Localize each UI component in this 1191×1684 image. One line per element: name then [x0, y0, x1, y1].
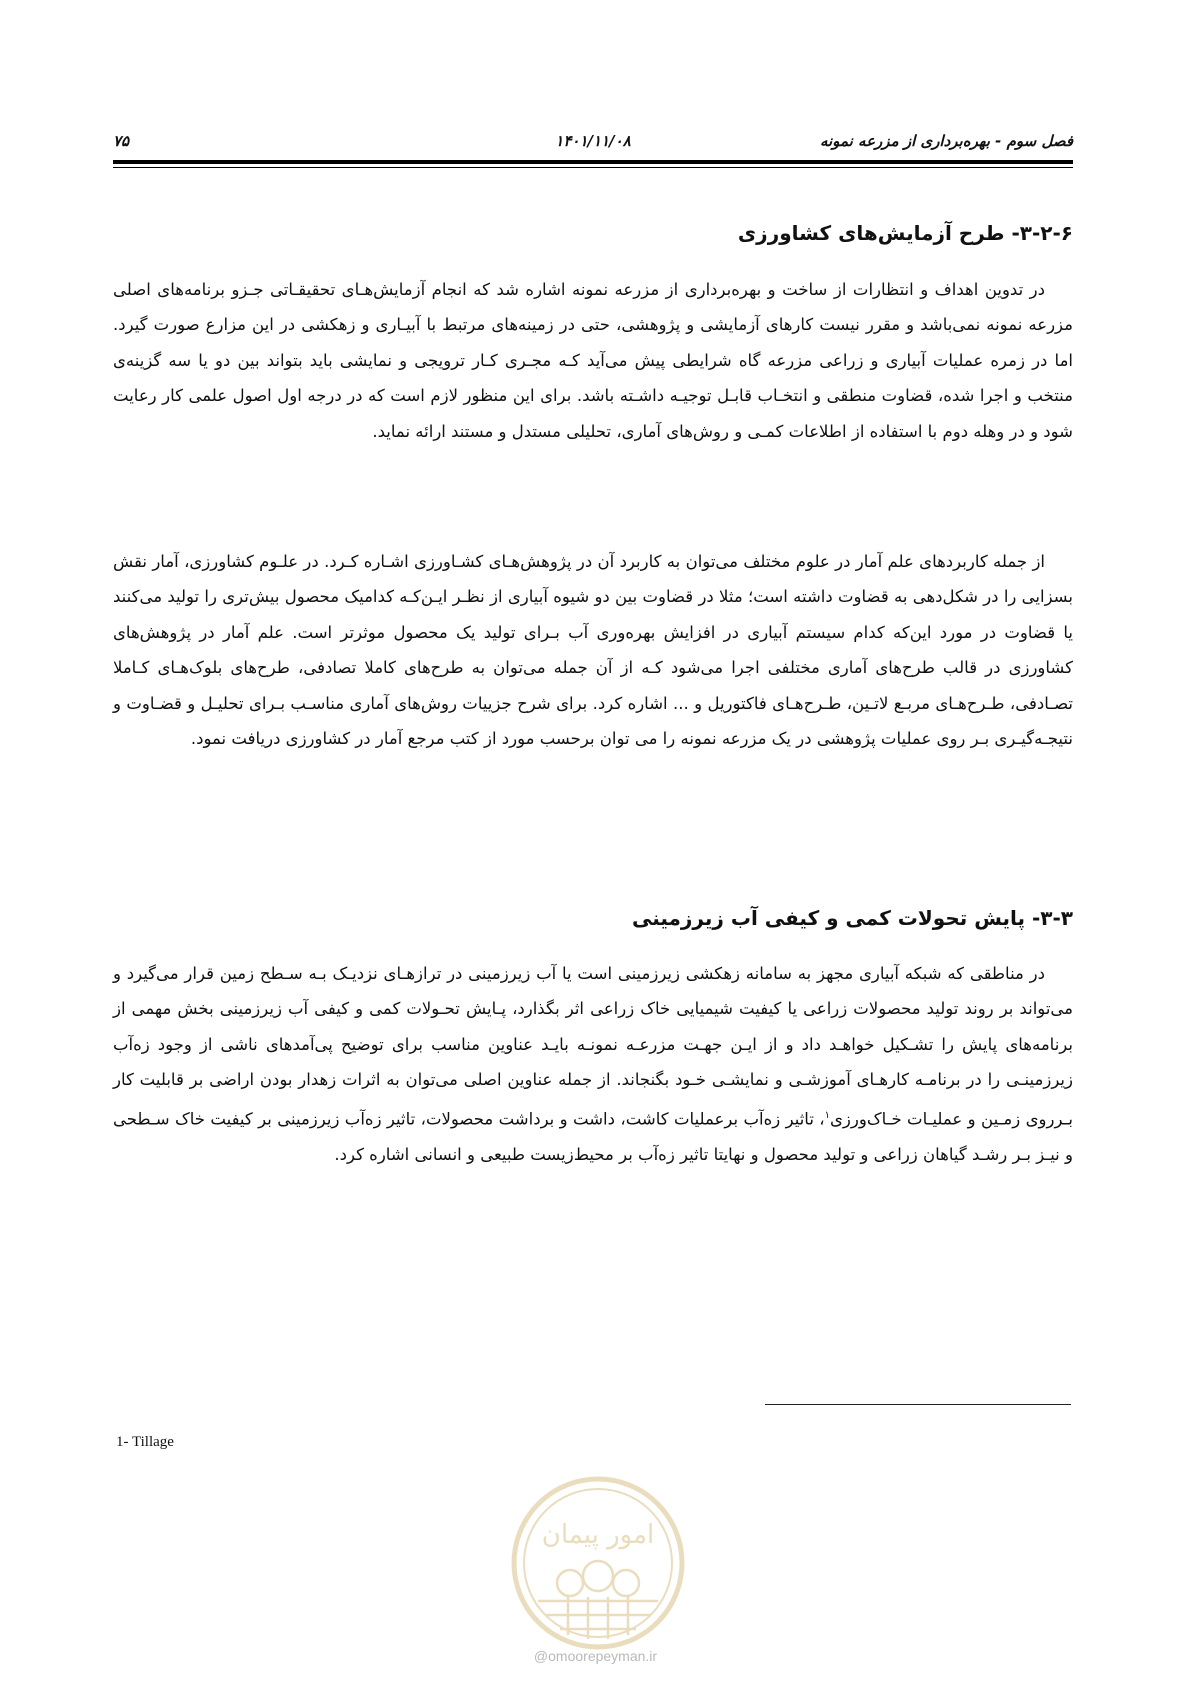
- watermark-website: @omoorepeyman.ir: [533, 1648, 658, 1664]
- section-1-paragraph-1-block: [113, 272, 1073, 449]
- body-paragraph: [113, 956, 1073, 1172]
- section-1-paragraph-2-block: [113, 544, 1073, 756]
- footnote-text: 1- Tillage: [116, 1434, 174, 1450]
- logo-lettering: امور پیمان: [541, 1520, 655, 1550]
- header-rule-thin: [113, 167, 1073, 168]
- section-2-paragraph-block: [113, 956, 1073, 1172]
- body-paragraph: از جمله کاربردهای علم آمار در علوم مختلف می‌توان به کاربرد آن در پژوهش‌هـای کشـاورزی اشـاره کـرد. در علـوم کشاورزی، آمار نقش بسزایی را در شکل‌دهی به قضاوت داشته است؛ مثلا در قضاوت بین دو شیوه آبیاری از نظـر ایـن‌کـه کدامیک محصول بیش‌تری را تولید می‌کنند یا قضاوت در مورد این‌که کدام سیستم آبیاری در افزایش بهره‌وری آب بـرای تولید یک محصول موثرتر است. علم آمار در پژوهش‌های کشاورزی در قالب طرح‌های آماری مختلفی اجرا می‌شود کـه از آن جمله می‌توان به طرح‌های کاملا تصادفی، طرح‌های بلوک‌هـای کـاملا تصـادفی، طـرح‌هـای مربـع لاتـین، طـرح‌هـای فاکتوریل و ... اشاره کرد. برای شرح جزییات روش‌های آماری مناسـب بـرای تحلیـل و قضـاوت و نتیجـه‌گیـری بـر روی عملیات پژوهشی در یک مزرعه نمونه را می توان برحسب مورد از کتب مرجع آمار در کشاورزی دریافت نمود.: [113, 552, 1073, 749]
- section-heading-experiments: ۳-۲-۶- طرح آزمایش‌های کشاورزی: [737, 221, 1073, 245]
- header-date: ۱۴۰۱/۱۱/۰۸: [555, 132, 631, 150]
- header-rule-thick: [113, 160, 1073, 164]
- paragraph-text-part-b: ، تاثیر زه‌آب برعملیات کاشت، داشت و برداشت محصولات، تاثیر زه‌آب زیرزمینی بر کیفیت خاک سـطحی و نیـز بـر رشـد گیاهان زراعی و تولید محصول و نهایتا تاثیر زه‌آب بر محیط‌زیست طبیعی و انسانی اشاره کرد.: [113, 1109, 1073, 1164]
- page-header: [113, 128, 1073, 156]
- section-heading-groundwater: ۳-۳- پایش تحولات کمی و کیفی آب زیرزمینی: [631, 906, 1073, 930]
- body-paragraph: در تدوین اهداف و انتظارات از ساخت و بهره‌برداری از مزرعه نمونه اشاره شد که انجام آزمایش‌هـای تحقیقـاتی جـزو برنامه‌های اصلی مزرعه نمونه نمی‌باشد و مقرر نیست کارهای آزمایشی و پژوهشی، حتی در زمینه‌های مرتبط با آبیـاری و زهکشی در این مزارع صورت گیرد. اما در زمره عملیات آبیاری و زراعی مزرعه گاه شرایطی پیش می‌آید کـه مجـری کـار ترویجی و نمایشی باید بتواند بین دو یا سه گزینه‌ی منتخب و اجرا شده، قضاوت منطقی و انتخـاب قابـل توجیـه داشـته باشد. برای این منظور لازم است که در درجه اول اصول علمی کار رعایت شود و در وهله دوم با استفاده از اطلاعات کمـی و روش‌های آماری، تحلیلی مستدل و مستند ارائه نماید.: [113, 280, 1073, 441]
- watermark-logo-icon: [508, 1473, 688, 1653]
- footnote-marker: ۱: [824, 1109, 831, 1121]
- page-number: ۷۵: [113, 132, 130, 150]
- paragraph-text-part-a: در مناطقی که شبکه آبیاری مجهز به سامانه زهکشی زیرزمینی است یا آب زیرزمینی در ترازهـای نزدیـک بـه سـطح زمین قرار می‌گیرد و می‌تواند بر روند تولید محصولات زراعی یا کیفیت شیمیایی خاک زراعی اثر بگذارد، پـایش تحـولات کمی و کیفی آب زیرزمینی بخش مهمی از برنامه‌های پایش را تشـکیل خواهـد داد و از ایـن جهـت مزرعـه نمونـه بایـد عناوین مناسب برای توضیح پی‌آمدهای ناشی از وجود زه‌آب زیرزمینـی را در برنامـه کارهـای آموزشـی و نمایشـی خـود بگنجاند. از جمله عناوین اصلی می‌توان به اثرات زهدار بودن اراضی بر قابلیت کار بـرروی زمـین و عملیـات خـاک‌ورزی: [113, 964, 1073, 1129]
- footnote-separator: [765, 1404, 1071, 1405]
- chapter-title: فصل سوم - بهره‌برداری از مزرعه نمونه: [820, 132, 1073, 150]
